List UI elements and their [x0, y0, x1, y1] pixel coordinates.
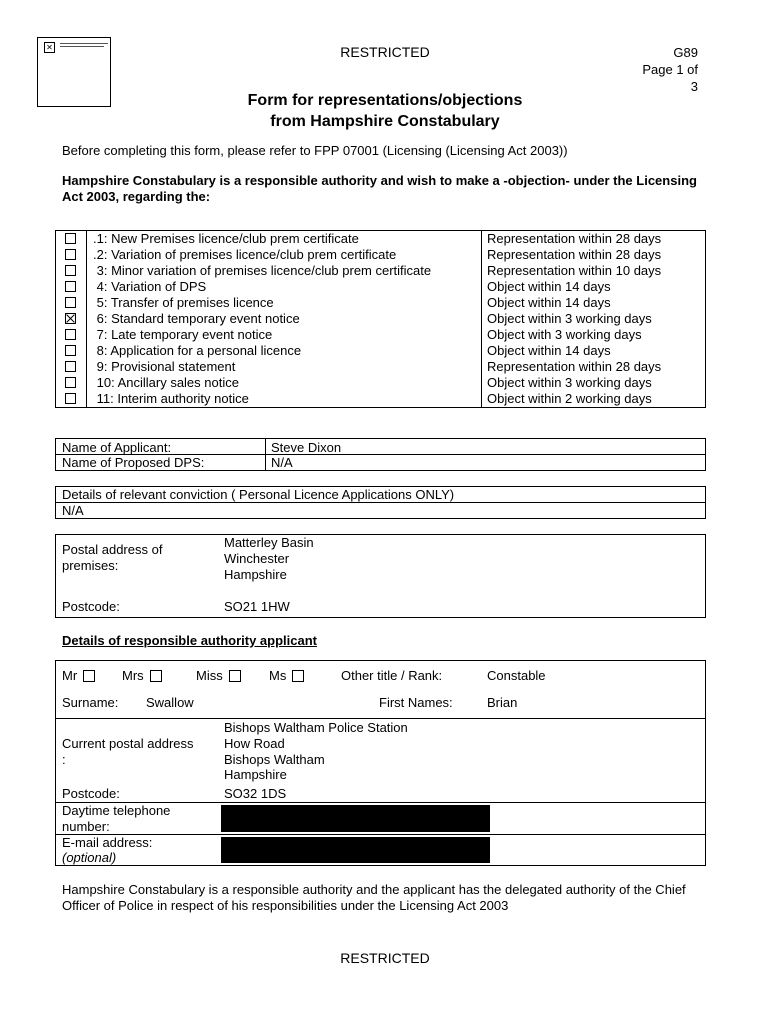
- email-label-1: E-mail address:: [62, 835, 153, 850]
- notice-type-label: 10: Ancillary sales notice: [93, 375, 239, 390]
- notice-checkbox-row: [56, 359, 86, 375]
- form-reference: [640, 44, 698, 95]
- notice-type-checkbox[interactable]: [65, 377, 76, 388]
- premises-postcode-label: Postcode:: [62, 599, 120, 614]
- notice-type-label: .1: New Premises licence/club prem certificate: [93, 231, 359, 246]
- title-mr-label: Mr: [62, 668, 78, 683]
- title-ms-checkbox[interactable]: [292, 670, 304, 682]
- other-title-label: Other title / Rank:: [341, 668, 443, 683]
- premises-address-line: Winchester: [224, 551, 290, 566]
- checkbox-column: [56, 231, 87, 408]
- notice-timeframe: Representation within 28 days: [487, 359, 662, 374]
- notice-checkbox-row: [56, 327, 86, 343]
- notice-checkbox-row: [56, 279, 86, 295]
- current-address-line: How Road: [224, 736, 285, 751]
- notice-timeframe: Object within 3 working days: [487, 375, 652, 390]
- page-number: Page 1 of 3: [642, 62, 698, 94]
- title-miss-checkbox[interactable]: [229, 670, 241, 682]
- notice-type-checkbox[interactable]: [65, 329, 76, 340]
- title-option-mr: [62, 668, 95, 684]
- form-title-line-1: Form for representations/objections: [247, 92, 523, 109]
- title-mrs-checkbox[interactable]: [150, 670, 162, 682]
- notice-type-checkbox[interactable]: [65, 249, 76, 260]
- current-address-label: Current postal address: [62, 736, 194, 751]
- conviction-value: N/A: [62, 503, 84, 518]
- conviction-label: Details of relevant conviction ( Personal Licence Applications ONLY): [62, 487, 455, 502]
- timeframe-column: [482, 231, 706, 408]
- authority-box: [55, 660, 706, 866]
- notice-type-label: 11: Interim authority notice: [93, 391, 249, 406]
- notice-checkbox-row: [56, 247, 86, 263]
- applicant-name-label: Name of Applicant:: [62, 440, 172, 455]
- notice-type-checkbox[interactable]: [65, 361, 76, 372]
- email-label-2: (optional): [62, 850, 117, 865]
- notice-checkbox-row: [56, 231, 86, 247]
- notice-checkbox-row: [56, 295, 86, 311]
- other-title-value: Constable: [487, 668, 546, 683]
- classification-footer: RESTRICTED: [340, 950, 430, 966]
- title-option-mrs: [122, 668, 162, 684]
- notice-timeframe: Object within 3 working days: [487, 311, 652, 326]
- notice-timeframe: Object within 14 days: [487, 295, 611, 310]
- notice-timeframe: Object with 3 working days: [487, 327, 642, 342]
- phone-redaction: [221, 805, 490, 832]
- current-address-line: Bishops Waltham Police Station: [224, 720, 408, 735]
- authority-postcode-label: Postcode:: [62, 786, 120, 801]
- notice-checkbox-row: [56, 391, 86, 407]
- notice-timeframe: Object within 14 days: [487, 343, 611, 358]
- notice-type-label: 7: Late temporary event notice: [93, 327, 273, 342]
- notice-type-checkbox[interactable]: [65, 393, 76, 404]
- dps-name-value: N/A: [271, 455, 293, 470]
- authority-heading-text: Details of responsible authority applicant: [62, 633, 317, 648]
- notice-type-checkbox[interactable]: [65, 233, 76, 244]
- title-miss-label: Miss: [196, 668, 223, 683]
- first-names-value: Brian: [487, 695, 518, 710]
- applicant-name-value: Steve Dixon: [271, 440, 342, 455]
- notice-type-checkbox[interactable]: [65, 297, 76, 308]
- notice-type-label: 9: Provisional statement: [93, 359, 236, 374]
- notice-timeframe: Representation within 28 days: [487, 247, 662, 262]
- notice-checkbox-row: [56, 343, 86, 359]
- notice-timeframe: Representation within 10 days: [487, 263, 662, 278]
- classification-header: RESTRICTED: [340, 44, 430, 60]
- notice-type-checkbox[interactable]: [65, 281, 76, 292]
- current-address-label-colon: :: [62, 752, 66, 767]
- notice-type-label: 8: Application for a personal licence: [93, 343, 302, 358]
- notice-timeframe: Representation within 28 days: [487, 231, 662, 246]
- surname-label: Surname:: [62, 695, 119, 710]
- authority-section-heading: [62, 633, 317, 649]
- delegated-authority-statement: Hampshire Constabulary is a responsible authority and the applicant has the delegated authority of the Chief Officer of Police in respect of his responsibilities under the Licensing Act 2003: [62, 882, 686, 913]
- current-address-line: Bishops Waltham: [224, 752, 325, 767]
- intro-text: Before completing this form, please refer to FPP 07001 (Licensing (Licensing Act 2003)): [62, 143, 568, 158]
- notice-type-label: .2: Variation of premises licence/club prem certificate: [93, 247, 397, 262]
- premises-address-line: Hampshire: [224, 567, 287, 582]
- notice-type-column: [87, 231, 482, 408]
- objection-statement: Hampshire Constabulary is a responsible authority and wish to make a -objection- under the Licensing Act 2003, regarding the:: [62, 173, 697, 204]
- surname-value: Swallow: [146, 695, 194, 710]
- notice-timeframe: Object within 2 working days: [487, 391, 652, 406]
- notice-type-label: 6: Standard temporary event notice: [93, 311, 300, 326]
- notice-type-label: 4: Variation of DPS: [93, 279, 207, 294]
- premises-postcode-value: SO21 1HW: [224, 599, 290, 614]
- notice-checkbox-row: [56, 311, 86, 327]
- authority-postcode-value: SO32 1DS: [224, 786, 287, 801]
- form-title-line-2: from Hampshire Constabulary: [270, 113, 500, 130]
- phone-label-1: Daytime telephone: [62, 803, 171, 818]
- notice-checkbox-row: [56, 375, 86, 391]
- title-mr-checkbox[interactable]: [83, 670, 95, 682]
- title-option-miss: [196, 668, 241, 684]
- premises-address-label-1: Postal address of: [62, 542, 163, 557]
- phone-label-2: number:: [62, 819, 110, 834]
- dps-name-label: Name of Proposed DPS:: [62, 455, 205, 470]
- notice-type-checkbox[interactable]: [65, 265, 76, 276]
- email-redaction: [221, 837, 490, 863]
- premises-address-label-2: premises:: [62, 558, 119, 573]
- notice-type-label: 5: Transfer of premises licence: [93, 295, 274, 310]
- form-title: [0, 90, 770, 132]
- title-mrs-label: Mrs: [122, 668, 144, 683]
- notice-type-checkbox[interactable]: [65, 345, 76, 356]
- title-option-ms: [269, 668, 304, 684]
- notice-type-table: [55, 230, 706, 408]
- broken-image-icon: ✕: [44, 42, 55, 53]
- form-code: G89: [673, 45, 698, 60]
- first-names-label: First Names:: [379, 695, 453, 710]
- current-address-line: Hampshire: [224, 767, 287, 782]
- title-ms-label: Ms: [269, 668, 287, 683]
- notice-checkbox-row: [56, 263, 86, 279]
- notice-type-label: 3: Minor variation of premises licence/club prem certificate: [93, 263, 432, 278]
- notice-type-checkbox[interactable]: [65, 313, 76, 324]
- premises-address-line: Matterley Basin: [224, 535, 314, 550]
- notice-timeframe: Object within 14 days: [487, 279, 611, 294]
